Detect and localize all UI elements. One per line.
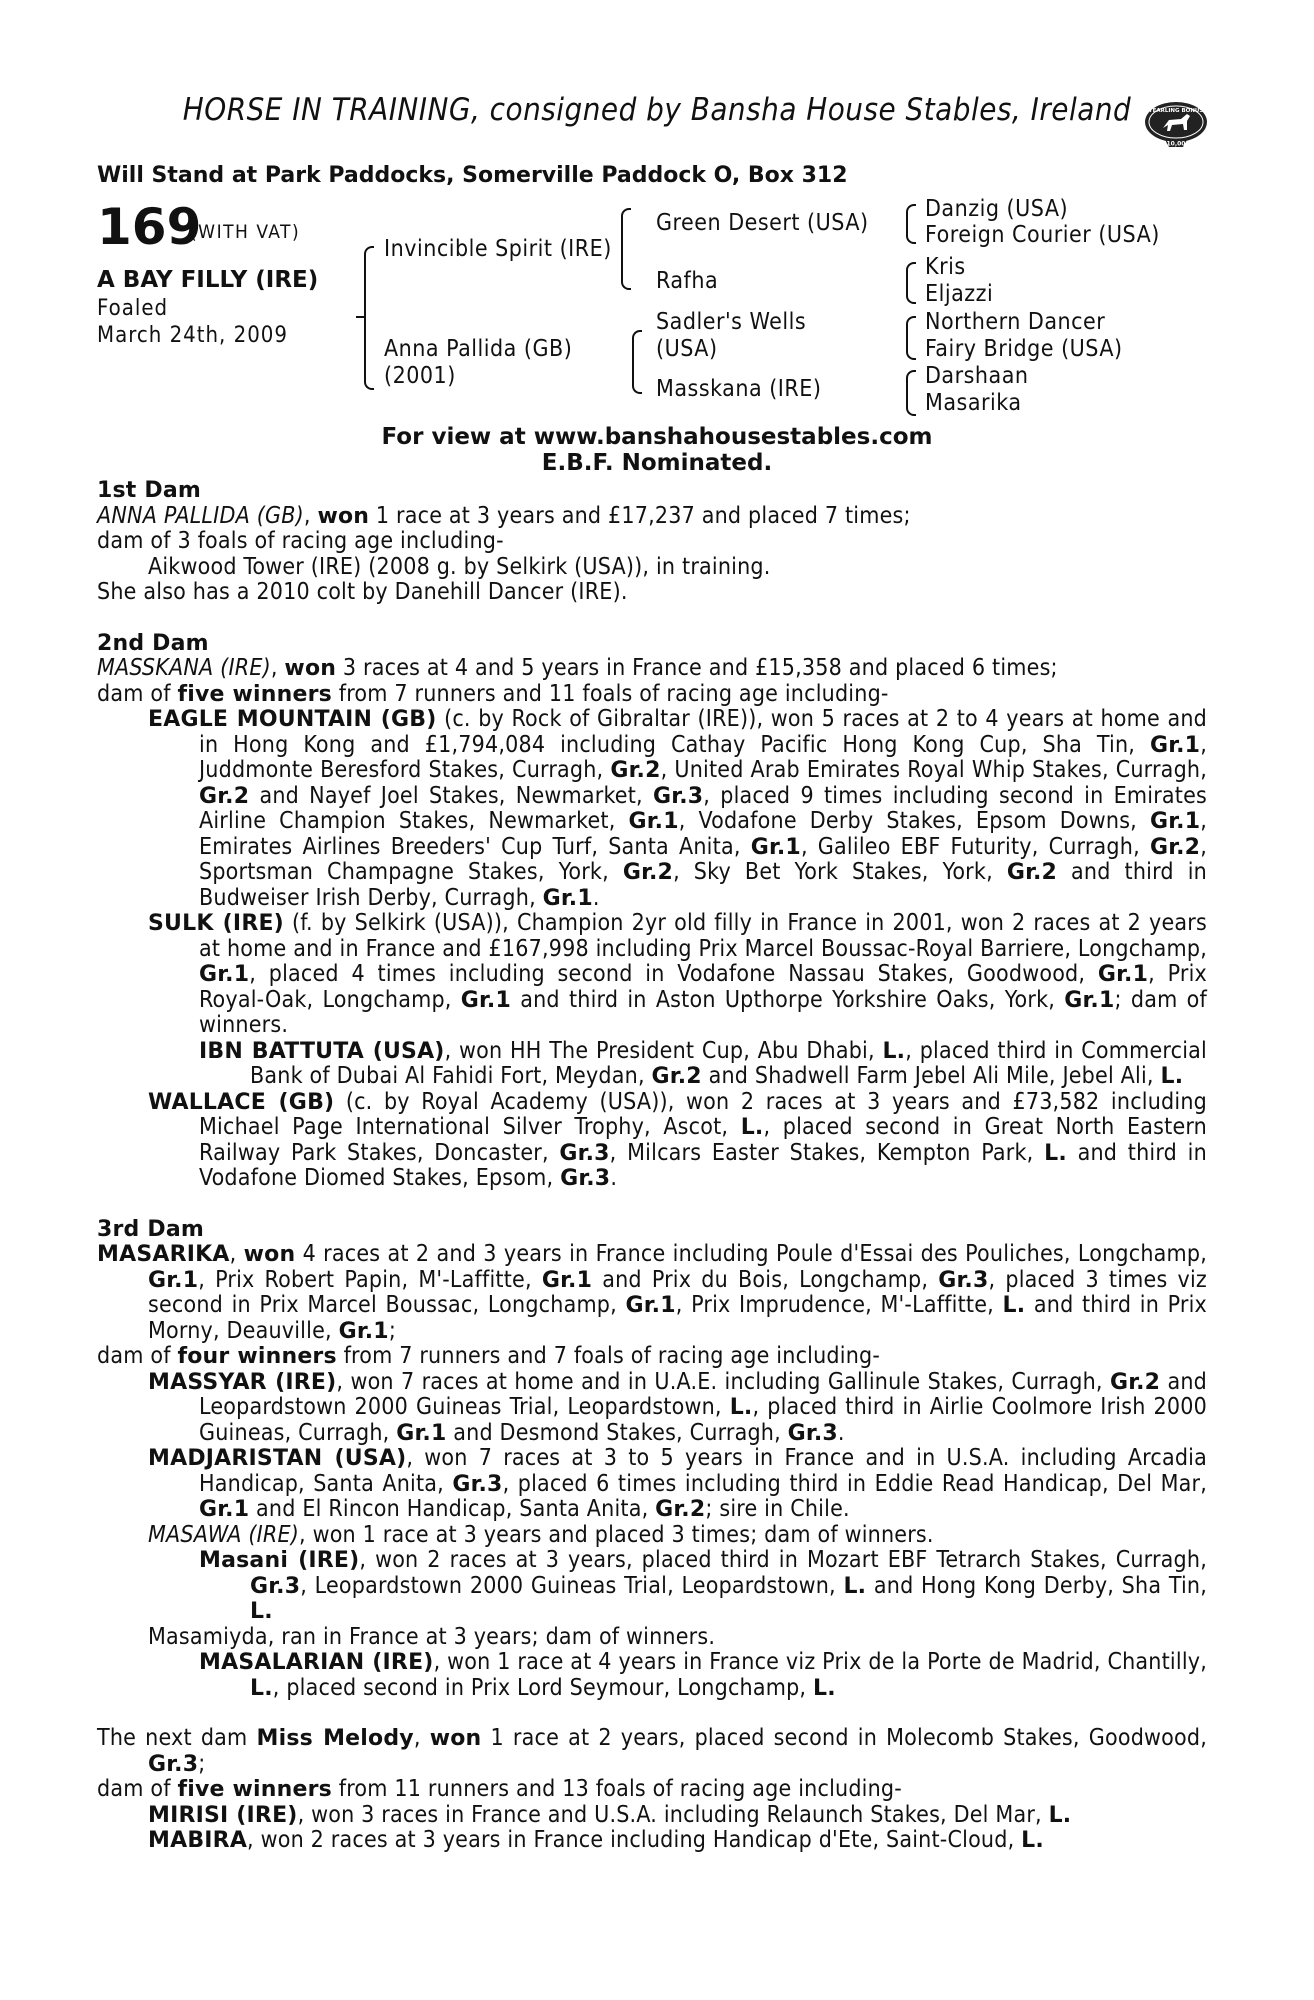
progeny-madjaristan: MADJARISTAN (USA), won 7 races at 3 to 5 years in France and in U.S.A. including Arcadia Handicap, Santa Anita, Gr.3, placed 6 times including third in Eddie Read Handicap, Del Mar, Gr.1 and El Rincon Handicap, Santa Anita, Gr.2; sire in Chile. [148, 1445, 1207, 1522]
progeny-masamiyda: Masamiyda, ran in France at 3 years; dam of winners. [148, 1623, 716, 1650]
pedigree-sire-sire: Green Desert (USA) [656, 210, 869, 236]
first-dam-foal: Aikwood Tower (IRE) (2008 g. by Selkirk (USA)), in training. [148, 553, 771, 580]
pedigree-dss: Northern Dancer [925, 309, 1106, 335]
pedigree-dam: Anna Pallida (GB) [384, 336, 573, 362]
first-dam-heading: 1st Dam [97, 478, 202, 503]
foaled-date: March 24th, 2009 [97, 323, 288, 348]
pedigree-sdd: Eljazzi [925, 281, 994, 307]
second-dam-heading: 2nd Dam [97, 630, 209, 656]
pedigree-dam-sire-country: (USA) [656, 336, 718, 362]
pedigree-sire: Invincible Spirit (IRE) [384, 236, 612, 262]
yearling-bonus-badge-icon [1143, 100, 1209, 150]
first-dam-foal-2010: She also has a 2010 colt by Danehill Dancer (IRE). [97, 579, 628, 605]
page-header: HORSE IN TRAINING, consigned by Bansha House Stables, Ireland [182, 92, 1132, 128]
second-dam-produce: dam of five winners from 7 runners and 11 foals of racing age including- [97, 680, 889, 707]
pedigree-ddd: Masarika [925, 390, 1022, 416]
horse-description: A BAY FILLY (IRE) [97, 267, 319, 293]
progeny-mabira: MABIRA, won 2 races at 3 years in France including Handicap d'Ete, Saint-Cloud, L. [148, 1827, 1044, 1853]
produce-record [97, 478, 1207, 1854]
progeny-eagle-mountain: EAGLE MOUNTAIN (GB) (c. by Rock of Gibraltar (IRE)), won 5 races at 2 to 4 years at home and in Hong Kong and £1,794,084 including Cathay Pacific Hong Kong Cup, Sha Tin, Gr.1, Juddmonte Beresford Stakes, Curragh, Gr.2, United Arab Emirates Royal Whip Stakes, Curragh, Gr.2 and Nayef Joel Stakes, Newmarket, Gr.3, placed 9 times including second in Emirates Airline Champion Stakes, Newmarket, Gr.1, Vodafone Derby Stakes, Epsom Downs, Gr.1, Emirates Airlines Breeders' Cup Turf, Santa Anita, Gr.1, Galileo EBF Futurity, Curragh, Gr.2, Sportsman Champagne Stakes, York, Gr.2, Sky Bet York Stakes, York, Gr.2 and third in Budweiser Irish Derby, Curragh, Gr.1. [148, 706, 1208, 911]
pedigree-bracket-dam [632, 330, 642, 394]
third-dam-produce: dam of four winners from 7 runners and 7 foals of racing age including- [97, 1343, 881, 1369]
ebf-note: E.B.F. Nominated. [541, 450, 773, 476]
pedigree-bracket-dd [906, 370, 916, 416]
pedigree-sss: Danzig (USA) [925, 196, 1069, 222]
pedigree-dam-dam: Masskana (IRE) [656, 376, 822, 402]
pedigree-dsd: Fairy Bridge (USA) [925, 336, 1123, 362]
pedigree-dds: Darshaan [925, 363, 1029, 389]
view-link-note: For view at www.banshahousestables.com [381, 424, 933, 450]
logo-text-bottom: £10,000 [1162, 140, 1190, 148]
pedigree-bracket-main [364, 246, 374, 390]
progeny-wallace: WALLACE (GB) (c. by Royal Academy (USA)), won 2 races at 3 years and £73,582 including Michael Page International Silver Trophy, Ascot, L., placed second in Great North Eastern Railway Park Stakes, Doncaster, Gr.3, Milcars Easter Stakes, Kempton Park, L. and third in Vodafone Diomed Stakes, Epsom, Gr.3. [148, 1088, 1207, 1191]
progeny-sulk: SULK (IRE) (f. by Selkirk (USA)), Champion 2yr old filly in France in 2001, won 2 races at 2 years at home and in France and £167,998 including Prix Marcel Boussac-Royal Barriere, Longchamp, Gr.1, placed 4 times including second in Vodafone Nassau Stakes, Goodwood, Gr.1, Prix Royal-Oak, Longchamp, Gr.1 and third in Aston Upthorpe Yorkshire Oaks, York, Gr.1; dam of winners. [148, 910, 1207, 1038]
third-dam-heading: 3rd Dam [97, 1216, 204, 1242]
progeny-masalarian: MASALARIAN (IRE), won 1 race at 4 years in France viz Prix de la Porte de Madrid, Chantilly, L., placed second in Prix Lord Seymour, Longchamp, L. [199, 1649, 1207, 1701]
pedigree-bracket-sire [621, 208, 631, 290]
stand-location: Will Stand at Park Paddocks, Somerville Paddock O, Box 312 [97, 163, 848, 188]
logo-text-top: YEARLING BONUS [1148, 108, 1204, 114]
next-dam-line: The next dam Miss Melody, won 1 race at 2 years, placed second in Molecomb Stakes, Goodwood, Gr.3; [97, 1725, 1207, 1777]
pedigree-bracket-sd [906, 262, 916, 304]
pedigree-dam-year: (2001) [384, 363, 456, 389]
pedigree-bracket-ss [906, 204, 916, 244]
pedigree-sds: Kris [925, 254, 966, 280]
progeny-ibn-battuta: IBN BATTUTA (USA), won HH The President Cup, Abu Dhabi, L., placed third in Commercial Bank of Dubai Al Fahidi Fort, Meydan, Gr.2 and Shadwell Farm Jebel Ali Mile, Jebel Ali, L. [199, 1037, 1207, 1089]
progeny-masawa: MASAWA (IRE), won 1 race at 3 years and placed 3 times; dam of winners. [148, 1521, 934, 1548]
progeny-massyar: MASSYAR (IRE), won 7 races at home and in U.A.E. including Gallinule Stakes, Curragh, Gr.2 and Leopardstown 2000 Guineas Trial, Leopardstown, L., placed third in Airlie Coolmore Irish 2000 Guineas, Curragh, Gr.1 and Desmond Stakes, Curragh, Gr.3. [148, 1368, 1207, 1446]
foaled-label: Foaled [97, 296, 169, 321]
second-dam-line: MASSKANA (IRE), won 3 races at 4 and 5 years in France and £15,358 and placed 6 times; [97, 655, 1058, 681]
lot-number: 169 [97, 198, 202, 256]
progeny-mirisi: MIRISI (IRE), won 3 races in France and U.S.A. including Relaunch Stakes, Del Mar, L. [148, 1801, 1072, 1828]
progeny-masani: Masani (IRE), won 2 races at 3 years, placed third in Mozart EBF Tetrarch Stakes, Curragh, Gr.3, Leopardstown 2000 Guineas Trial, Leopardstown, L. and Hong Kong Derby, Sha Tin, L. [199, 1547, 1207, 1624]
pedigree-sire-dam: Rafha [656, 268, 719, 294]
pedigree-bracket-ds [906, 316, 916, 360]
vat-note: (WITH VAT) [190, 221, 301, 243]
pedigree-bracket-tick [356, 316, 366, 318]
pedigree-dam-sire: Sadler's Wells [656, 309, 807, 335]
first-dam-line: ANNA PALLIDA (GB), won 1 race at 3 years and £17,237 and placed 7 times; [97, 502, 911, 529]
pedigree-ssd: Foreign Courier (USA) [925, 222, 1160, 248]
third-dam-line: MASARIKA, won 4 races at 2 and 3 years in France including Poule d'Essai des Pouliches, Longchamp, Gr.1, Prix Robert Papin, M'-Laffitte, Gr.1 and Prix du Bois, Longchamp, Gr.3, placed 3 times viz second in Prix Marcel Boussac, Longchamp, Gr.1, Prix Imprudence, M'-Laffitte, L. and third in Prix Morny, Deauville, Gr.1; [97, 1241, 1207, 1344]
next-dam-produce: dam of five winners from 11 runners and 13 foals of racing age including- [97, 1776, 902, 1802]
foaled-info [97, 295, 288, 349]
first-dam-produce: dam of 3 foals of racing age including- [97, 528, 504, 554]
